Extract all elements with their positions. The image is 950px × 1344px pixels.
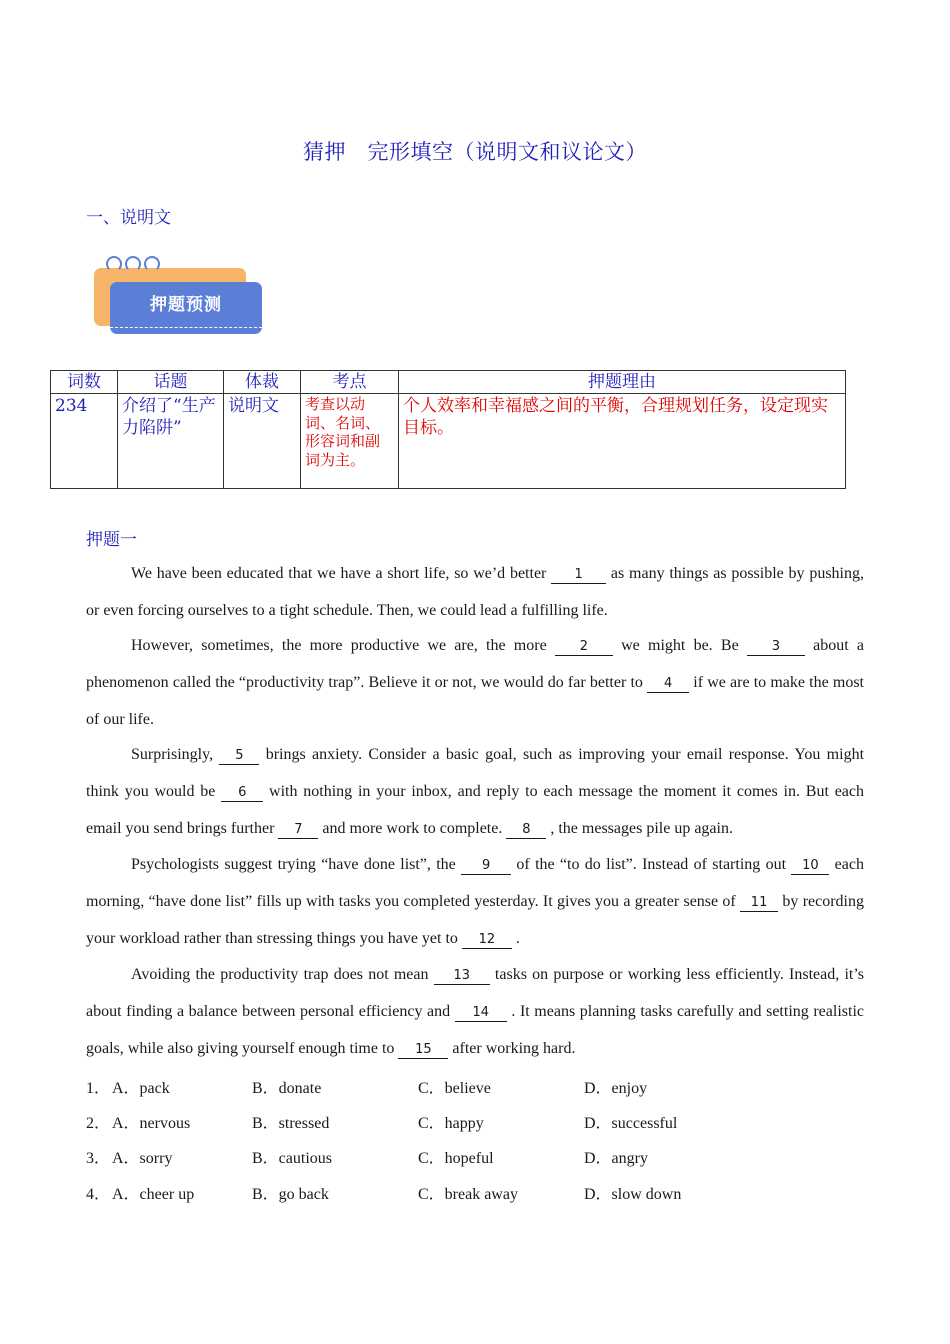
table-header-row: [51, 371, 846, 394]
question-number: 2．: [86, 1115, 111, 1132]
option-d[interactable]: D．slow down: [584, 1186, 682, 1203]
question-options-3: [86, 1145, 864, 1180]
cell-topic: 介绍了“生产力陷阱”: [118, 394, 224, 489]
blank-10[interactable]: 10: [791, 858, 829, 875]
binder-ring-icon: [106, 256, 122, 272]
badge-label: 押题预测: [150, 295, 222, 315]
section-heading: 一、说明文: [86, 208, 171, 228]
blank-13[interactable]: 13: [434, 968, 490, 985]
binder-ring-icon: [125, 256, 141, 272]
subsection-heading: 押题一: [86, 530, 137, 550]
passage-paragraph-4: Psychologists suggest trying “have done list”, the 9 of the “to do list”. Instead of starting out 10 each morning, “have done list” fills up with tasks you completed yesterday. It gives you a greater sense of 11 by recording your workload rather than stressing things you have yet to 12 .: [86, 856, 864, 947]
option-d[interactable]: D．successful: [584, 1115, 678, 1132]
info-table: [50, 370, 846, 489]
question-number: 4．: [86, 1186, 111, 1203]
passage-paragraph-5: Avoiding the productivity trap does not mean 13 tasks on purpose or working less efficiently. Instead, it’s about finding a balance between personal efficiency and 14 . It means planning tasks carefully and setting realistic goals, while also giving yourself enough time to 15 after working hard.: [86, 966, 865, 1057]
option-d[interactable]: D．angry: [584, 1150, 648, 1167]
blank-1[interactable]: 1: [551, 567, 606, 584]
option-c[interactable]: C．hopeful: [418, 1150, 494, 1167]
passage-paragraph-1: We have been educated that we have a short life, so we’d better 1 as many things as possible by pushing, or even forcing ourselves to a tight schedule. Then, we could lead a fulfilling life.: [86, 565, 864, 619]
option-b[interactable]: B．go back: [252, 1186, 329, 1203]
passage-paragraph-2: However, sometimes, the more productive we are, the more 2 we might be. Be 3 about a phenomenon called the “productivity trap”. Believe it or not, we would do far better to 4 if we are to make the most of our life.: [86, 637, 865, 728]
header-points: 考点: [301, 371, 399, 394]
cell-genre: 说明文: [224, 394, 301, 489]
header-genre: 体裁: [224, 371, 301, 394]
page-title: 猜押 完形填空（说明文和议论文）: [303, 140, 647, 164]
question-options-4: [86, 1181, 864, 1216]
option-c[interactable]: C．believe: [418, 1080, 491, 1097]
option-a[interactable]: A．pack: [112, 1080, 170, 1097]
prediction-badge: [92, 255, 267, 340]
option-b[interactable]: B．cautious: [252, 1150, 332, 1167]
binder-ring-icon: [144, 256, 160, 272]
option-b[interactable]: B．donate: [252, 1080, 322, 1097]
question-number: 1．: [86, 1080, 111, 1097]
header-words: 词数: [51, 371, 118, 394]
blank-11[interactable]: 11: [740, 895, 778, 912]
blank-2[interactable]: 2: [555, 639, 613, 656]
option-a[interactable]: A．nervous: [112, 1115, 191, 1132]
option-c[interactable]: C．happy: [418, 1115, 484, 1132]
cell-reason: 个人效率和幸福感之间的平衡，合理规划任务，设定现实目标。: [399, 394, 846, 489]
blank-12[interactable]: 12: [462, 932, 512, 949]
option-a[interactable]: A．sorry: [112, 1150, 173, 1167]
header-topic: 话题: [118, 371, 224, 394]
blank-14[interactable]: 14: [455, 1005, 507, 1022]
blank-4[interactable]: 4: [647, 676, 689, 693]
blank-15[interactable]: 15: [398, 1042, 448, 1059]
passage-paragraph-3: Surprisingly, 5 brings anxiety. Consider a basic goal, such as improving your email response. You might think you would be 6 with nothing in your inbox, and reply to each message the moment it comes in. But each email you send brings further 7 and more work to complete. 8 , the messages pile up again.: [86, 746, 865, 837]
question-options-1: [86, 1075, 864, 1110]
blank-7[interactable]: 7: [278, 822, 318, 839]
cell-points: 考查以动词、名词、形容词和副词为主。: [301, 394, 399, 489]
blank-9[interactable]: 9: [461, 858, 511, 875]
option-a[interactable]: A．cheer up: [112, 1186, 195, 1203]
blank-5[interactable]: 5: [219, 748, 259, 765]
header-reason: 押题理由: [399, 371, 846, 394]
table-row: [51, 394, 846, 489]
cell-words: 234: [51, 394, 118, 489]
question-number: 3．: [86, 1150, 111, 1167]
blank-8[interactable]: 8: [506, 822, 546, 839]
question-options-2: [86, 1110, 864, 1145]
blank-3[interactable]: 3: [747, 639, 805, 656]
option-b[interactable]: B．stressed: [252, 1115, 330, 1132]
option-c[interactable]: C．break away: [418, 1186, 518, 1203]
option-d[interactable]: D．enjoy: [584, 1080, 648, 1097]
blank-6[interactable]: 6: [221, 785, 263, 802]
